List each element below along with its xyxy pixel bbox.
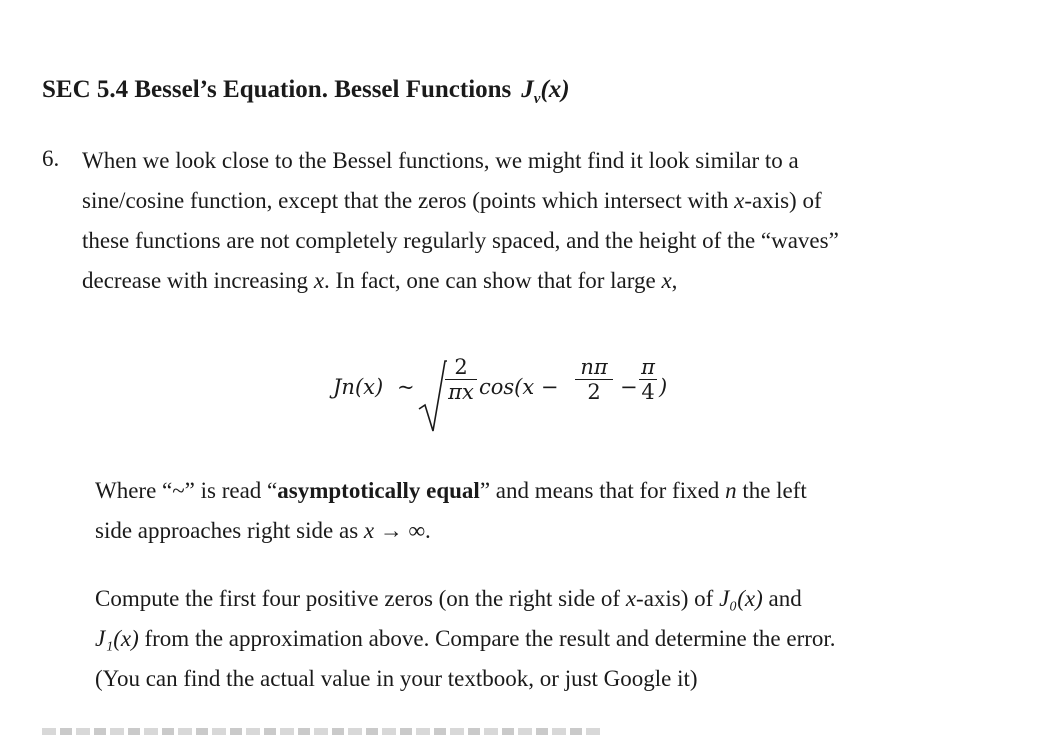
- formula-lhs: Jn(x): [333, 375, 384, 399]
- compute-line-3: (You can find the actual value in your textbook, or just Google it): [95, 666, 698, 691]
- bessel-function-symbol: $J_\nu(x)$: [521, 76, 570, 107]
- sqrt-icon: [417, 357, 447, 435]
- formula-close: ): [659, 375, 668, 399]
- problem-line-3: these functions are not completely regularly spaced, and the height of the “waves”: [82, 228, 839, 253]
- compute-line-2: J₁(x) from the approximation above. Compare the result and determine the error.: [95, 626, 836, 651]
- compute-line-1: Compute the first four positive zeros (on the right side of x-axis) of J₀(x) and: [95, 586, 802, 611]
- where-line-2: side approaches right side as x → ∞.: [95, 518, 431, 543]
- formula-minus: −: [620, 375, 638, 399]
- section-heading: [42, 76, 570, 108]
- cropped-next-heading: [42, 728, 602, 735]
- problem-number: 6.: [42, 146, 60, 171]
- where-line-1: Where “~” is read “asymptotically equal” and means that for fixed n the left: [95, 478, 807, 503]
- problem-line-2: sine/cosine function, except that the zeros (points which intersect with x-axis) of: [82, 188, 822, 213]
- compute-paragraph: [95, 579, 836, 699]
- fraction-pi-over-4: π 4: [639, 355, 657, 404]
- where-paragraph: [95, 471, 807, 551]
- problem-line-1: When we look close to the Bessel functions, we might find it look similar to a: [82, 148, 799, 173]
- section-heading-text: SEC 5.4 Bessel’s Equation. Bessel Functions: [42, 76, 512, 103]
- fraction-n-pi-over-2: nπ 2: [575, 355, 613, 404]
- problem-statement: [82, 141, 982, 301]
- sqrt-fraction: 2 πx: [445, 355, 477, 404]
- formula-sim: ~: [397, 375, 415, 399]
- formula-cos: cos(x −: [479, 375, 559, 399]
- problem-line-4: decrease with increasing x. In fact, one can show that for large x,: [82, 268, 678, 293]
